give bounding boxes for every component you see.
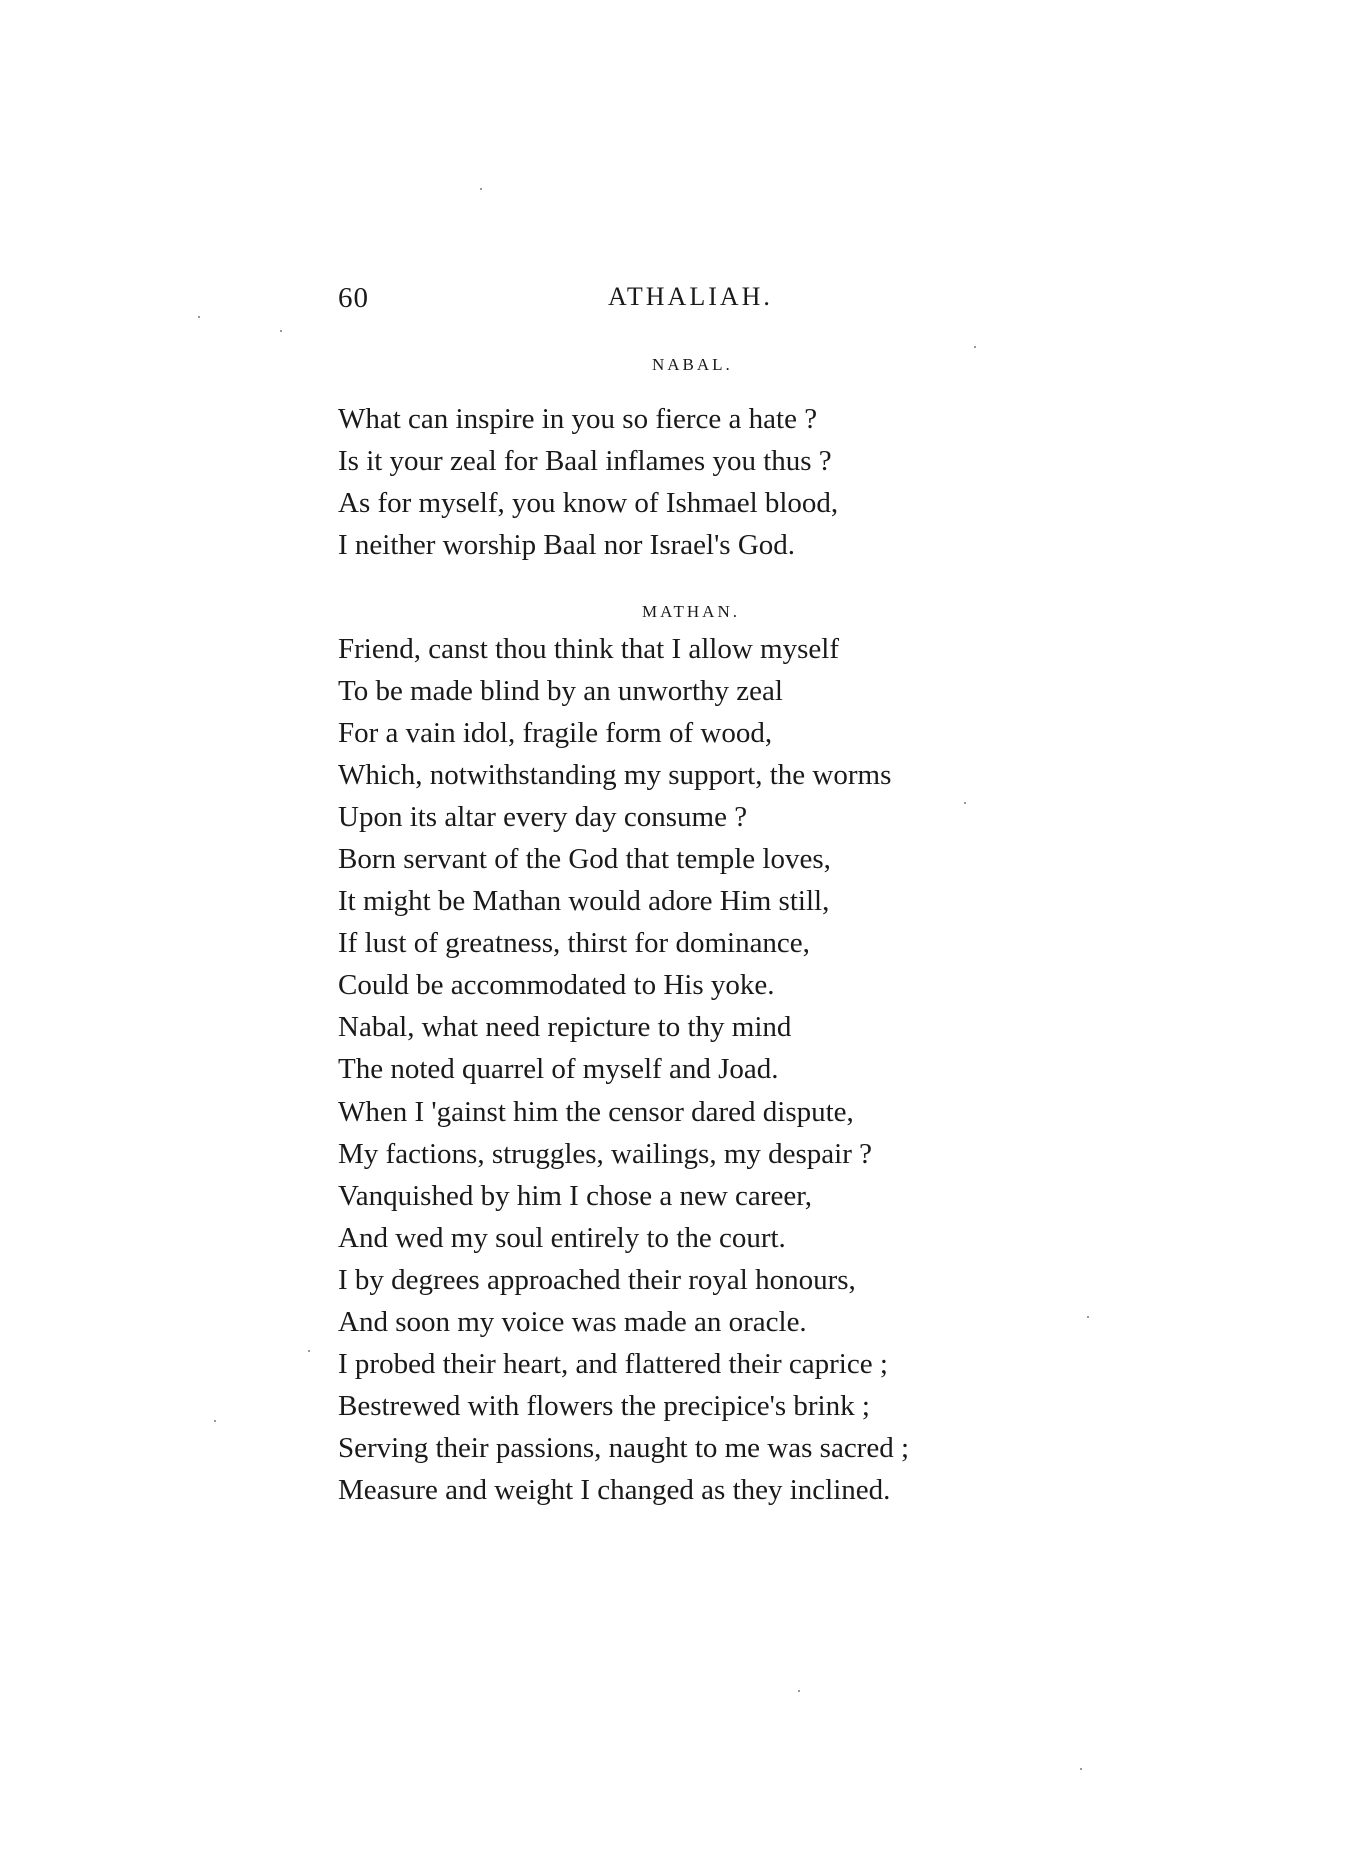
verse-line: Nabal, what need repicture to thy mind	[338, 1011, 792, 1044]
scan-speck	[974, 346, 976, 348]
verse-block-mathan	[338, 628, 909, 1511]
verse-line: My factions, struggles, wailings, my despair ?	[338, 1137, 872, 1170]
verse-line: Bestrewed with flowers the precipice's brink ;	[338, 1389, 870, 1422]
scan-speck	[1080, 1768, 1082, 1770]
verse-line: Serving their passions, naught to me was sacred ;	[338, 1431, 910, 1464]
verse-line: What can inspire in you so fierce a hate ?	[338, 403, 818, 435]
verse-line: Which, notwithstanding my support, the worms	[338, 759, 892, 792]
verse-line: Friend, canst thou think that I allow myself	[338, 633, 839, 665]
verse-line: Born servant of the God that temple loves,	[338, 843, 831, 876]
verse-line: Measure and weight I changed as they inclined.	[338, 1473, 891, 1506]
scan-speck	[480, 188, 482, 190]
scan-speck	[214, 1420, 216, 1422]
speaker-heading-nabal: NABAL.	[652, 355, 733, 374]
verse-line: Upon its altar every day consume ?	[338, 801, 748, 834]
verse-line: And wed my soul entirely to the court.	[338, 1221, 786, 1254]
speaker-heading-mathan: MATHAN.	[642, 602, 740, 621]
verse-line: If lust of greatness, thirst for dominance,	[338, 927, 810, 960]
scan-speck	[198, 316, 200, 318]
verse-line: Vanquished by him I chose a new career,	[338, 1179, 812, 1212]
running-title: ATHALIAH.	[608, 282, 773, 311]
verse-line: Could be accommodated to His yoke.	[338, 969, 775, 1002]
verse-line: When I 'gainst him the censor dared dispute,	[338, 1095, 854, 1128]
scan-speck	[798, 1690, 800, 1692]
verse-line: To be made blind by an unworthy zeal	[338, 675, 783, 708]
verse-block-nabal	[338, 398, 838, 566]
verse-line: For a vain idol, fragile form of wood,	[338, 717, 773, 750]
verse-line: The noted quarrel of myself and Joad.	[338, 1053, 779, 1086]
verse-line: I by degrees approached their royal honours,	[338, 1263, 856, 1296]
verse-line: I neither worship Baal nor Israel's God.	[338, 529, 796, 561]
verse-line: As for myself, you know of Ishmael blood,	[338, 487, 839, 519]
scan-speck	[964, 802, 966, 804]
verse-line: Is it your zeal for Baal inflames you thus ?	[338, 445, 832, 477]
verse-line: It might be Mathan would adore Him still,	[338, 885, 830, 918]
verse-line: I probed their heart, and flattered their caprice ;	[338, 1347, 888, 1380]
scan-speck	[1087, 1316, 1089, 1318]
scan-speck	[308, 1350, 310, 1352]
page-header	[338, 282, 1038, 322]
scan-speck	[280, 330, 282, 332]
verse-line: And soon my voice was made an oracle.	[338, 1305, 807, 1338]
page-number: 60	[338, 282, 369, 314]
